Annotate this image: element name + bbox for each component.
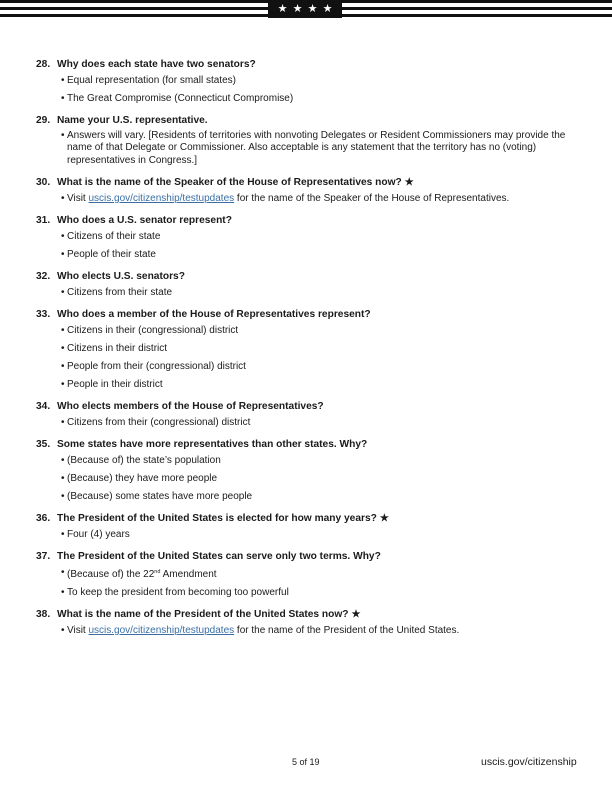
answer-item — [61, 92, 581, 105]
answer-text: To keep the president from becoming too powerful — [67, 586, 289, 598]
question-number: 38. — [36, 608, 51, 620]
question-text — [57, 550, 581, 563]
bullet-icon: • — [61, 324, 65, 336]
question-heading — [36, 438, 581, 451]
question-label: Who elects U.S. senators? — [57, 270, 185, 282]
bullet-icon: • — [61, 378, 65, 390]
question-number: 36. — [36, 512, 51, 524]
answer-item — [61, 566, 581, 581]
question-label: Some states have more representatives than other states. Why? — [57, 438, 368, 450]
testupdates-link[interactable]: uscis.gov/citizenship/testupdates — [88, 624, 235, 636]
star-icon: ★ — [351, 608, 361, 620]
bullet-icon: • — [61, 75, 65, 86]
question-heading — [36, 400, 581, 413]
bullet-icon: • — [61, 528, 65, 540]
question-number: 34. — [36, 400, 51, 412]
bullet-icon: • — [61, 230, 65, 242]
answer-list — [61, 286, 581, 299]
bullet-icon: • — [61, 93, 65, 104]
answer-text: People from their (congressional) district — [67, 360, 246, 372]
answer-text — [67, 624, 581, 637]
answer-text: (Because) some states have more people — [67, 490, 253, 502]
answer-item — [61, 586, 581, 599]
question-text — [57, 114, 581, 127]
answer-text: Citizens in their district — [67, 342, 168, 354]
answer-item — [61, 624, 581, 637]
question-heading — [36, 608, 581, 621]
question-text — [57, 400, 581, 413]
answer-text: Four (4) years — [67, 528, 130, 540]
bullet-icon: • — [61, 248, 65, 260]
answer-item — [61, 342, 581, 355]
ordinal-suffix: nd — [154, 568, 161, 575]
question-item — [36, 400, 581, 429]
question-label: The President of the United States is elected for how many years? — [57, 512, 377, 524]
answer-list — [61, 324, 581, 391]
answer-list — [61, 416, 581, 429]
answer-list — [61, 130, 581, 167]
question-item — [36, 550, 581, 599]
answer-text: The Great Compromise (Connecticut Compromise) — [67, 93, 294, 104]
answer-item — [61, 74, 581, 87]
question-text — [57, 58, 581, 71]
question-heading — [36, 58, 581, 71]
star-icon: ★ — [379, 512, 389, 524]
star-icon: ★ — [404, 176, 414, 188]
star-icon: ★ — [307, 2, 318, 15]
bullet-icon: • — [61, 490, 65, 502]
question-label: Who does a member of the House of Representatives represent? — [57, 308, 371, 320]
answer-item — [61, 454, 581, 467]
answer-item — [61, 472, 581, 485]
question-label: The President of the United States can serve only two terms. Why? — [57, 550, 381, 562]
answer-item — [61, 360, 581, 373]
question-item — [36, 270, 581, 299]
answer-list — [61, 528, 581, 541]
answer-list — [61, 192, 581, 205]
answer-list — [61, 74, 581, 105]
bullet-icon: • — [61, 566, 65, 578]
answer-prefix: Visit — [67, 624, 89, 636]
answer-suffix: for the name of the Speaker of the House of Representatives. — [234, 192, 510, 204]
answer-text: (Because of) the state’s population — [67, 454, 221, 466]
bullet-icon: • — [61, 416, 65, 428]
answer-item — [61, 324, 581, 337]
answer-suffix: Amendment — [160, 568, 217, 580]
question-text — [57, 512, 581, 525]
bullet-icon: • — [61, 360, 65, 372]
question-number: 33. — [36, 308, 51, 320]
question-item — [36, 58, 581, 105]
answer-prefix: (Because of) the 22 — [67, 568, 155, 580]
answer-item — [61, 192, 581, 205]
answer-list — [61, 454, 581, 503]
answer-text: Citizens in their (congressional) district — [67, 324, 239, 336]
bullet-icon: • — [61, 286, 65, 298]
question-number: 32. — [36, 270, 51, 282]
question-heading — [36, 214, 581, 227]
question-heading — [36, 512, 581, 525]
question-heading — [36, 176, 581, 189]
question-text — [57, 438, 581, 451]
question-label: Who does a U.S. senator represent? — [57, 214, 232, 226]
bullet-icon: • — [61, 454, 65, 466]
answer-list — [61, 566, 581, 599]
answer-list — [61, 624, 581, 637]
question-number: 28. — [36, 59, 51, 70]
question-item — [36, 608, 581, 637]
answer-text: Citizens from their (congressional) district — [67, 416, 251, 428]
question-item — [36, 214, 581, 261]
question-heading — [36, 114, 581, 127]
answer-item — [61, 286, 581, 299]
question-label: What is the name of the President of the United States now? — [57, 608, 349, 620]
answer-text: (Because) they have more people — [67, 472, 218, 484]
answer-text: Equal representation (for small states) — [67, 75, 236, 86]
answer-item — [61, 490, 581, 503]
question-heading — [36, 550, 581, 563]
question-heading — [36, 308, 581, 321]
footer-url: uscis.gov/citizenship — [481, 756, 577, 768]
answer-text: Citizens from their state — [67, 286, 173, 298]
answer-text: Answers will vary. [Residents of territories with nonvoting Delegates or Resident Commissioners may provide the name of that Delegate or Commissioner. Also acceptable is any statement that the territory has no (voting) representatives in Congress.] — [67, 130, 566, 166]
question-item — [36, 308, 581, 391]
page-number: 5 of 19 — [292, 757, 320, 767]
question-label: Who elects members of the House of Representatives? — [57, 400, 324, 412]
answer-text — [67, 566, 581, 581]
bullet-icon: • — [61, 342, 65, 354]
question-number: 31. — [36, 214, 51, 226]
answer-item — [61, 130, 581, 167]
answer-item — [61, 378, 581, 391]
header-flag-band — [0, 0, 612, 18]
answer-item — [61, 416, 581, 429]
answer-text: People of their state — [67, 248, 156, 260]
question-text — [57, 176, 581, 189]
question-heading — [36, 270, 581, 283]
question-number: 37. — [36, 550, 51, 562]
answer-item — [61, 230, 581, 243]
bullet-icon: • — [61, 192, 65, 204]
bullet-icon: • — [61, 130, 65, 141]
question-text — [57, 308, 581, 321]
question-number: 35. — [36, 438, 51, 450]
answer-list — [61, 230, 581, 261]
question-item — [36, 438, 581, 503]
header-star-box — [268, 0, 342, 18]
answer-item — [61, 528, 581, 541]
question-label: Why does each state have two senators? — [57, 59, 256, 70]
question-label: What is the name of the Speaker of the House of Representatives now? — [57, 176, 402, 188]
bullet-icon: • — [61, 472, 65, 484]
question-text — [57, 608, 581, 621]
question-item — [36, 176, 581, 205]
answer-item — [61, 248, 581, 261]
answer-text — [67, 192, 581, 205]
question-text — [57, 270, 581, 283]
testupdates-link[interactable]: uscis.gov/citizenship/testupdates — [88, 192, 235, 204]
question-item — [36, 114, 581, 167]
answer-suffix: for the name of the President of the United States. — [234, 624, 460, 636]
question-number: 29. — [36, 115, 51, 126]
question-text — [57, 214, 581, 227]
question-number: 30. — [36, 176, 51, 188]
bullet-icon: • — [61, 586, 65, 598]
question-item — [36, 512, 581, 541]
bullet-icon: • — [61, 624, 65, 636]
star-icon: ★ — [277, 2, 288, 15]
star-icon: ★ — [292, 2, 303, 15]
question-label: Name your U.S. representative. — [57, 115, 208, 126]
answer-text: People in their district — [67, 378, 163, 390]
questions-list — [36, 58, 581, 646]
star-icon: ★ — [322, 2, 333, 15]
answer-text: Citizens of their state — [67, 230, 161, 242]
answer-prefix: Visit — [67, 192, 89, 204]
